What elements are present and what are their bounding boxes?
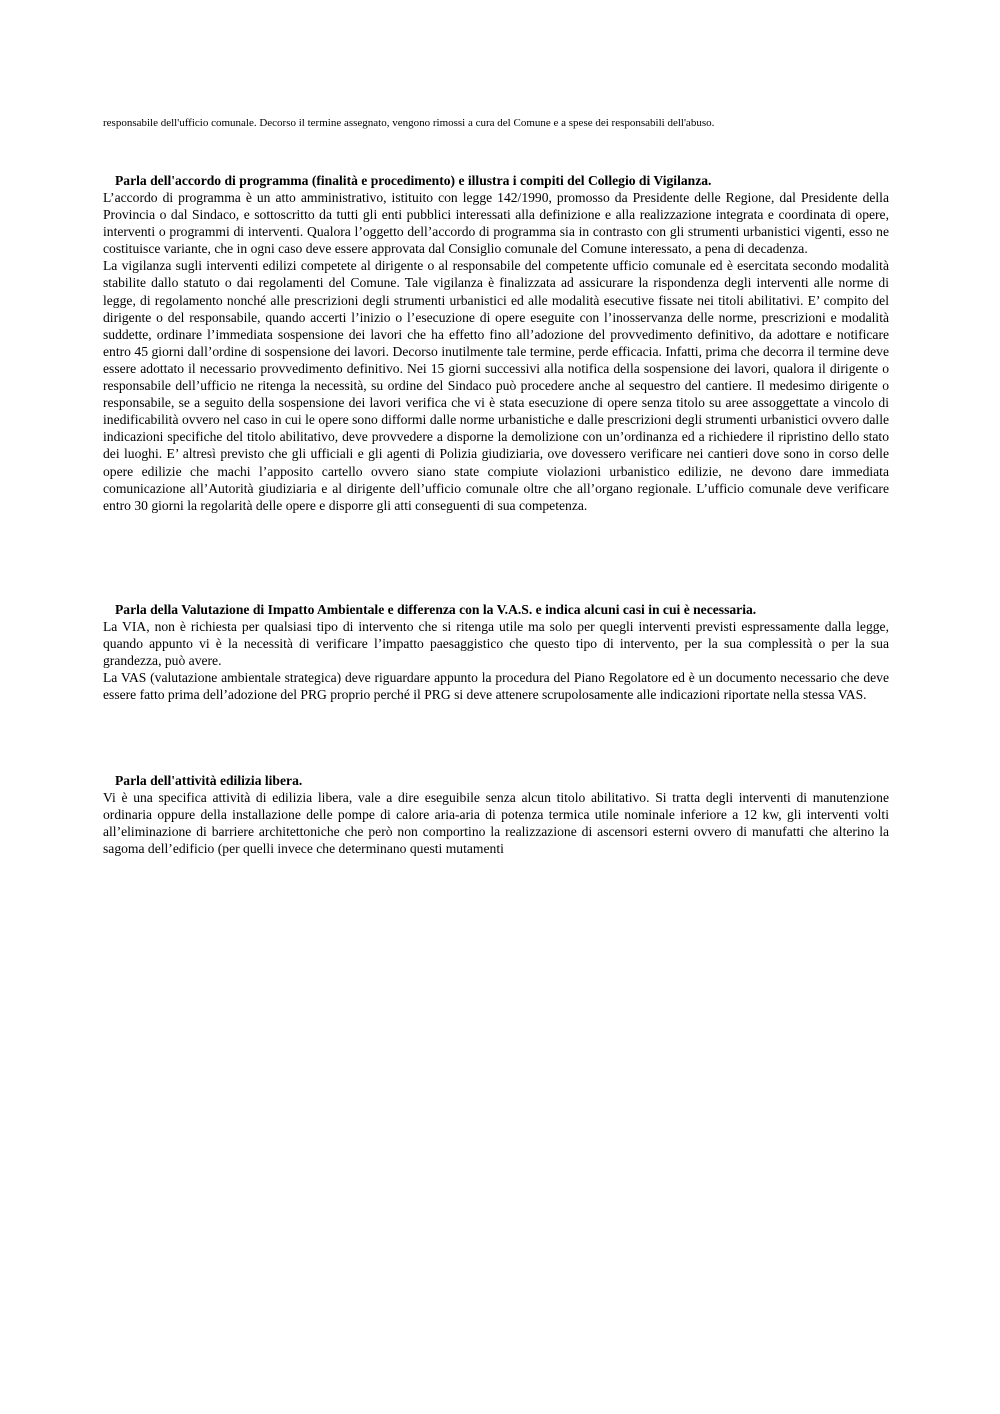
intro-text: responsabile dell'ufficio comunale. Decorso il termine assegnato, vengono rimossi a cura del Comune e a spese dei responsabili dell'abuso. [103,117,715,129]
section-paragraph: Vi è una specifica attività di edilizia libera, vale a dire eseguibile senza alcun titolo abilitativo. Si tratta degli interventi di manutenzione ordinaria oppure della installazione delle pompe di calore aria-aria di potenza termica utile nominale inferiore a 12 kw, gli interventi volti all’eliminazione di barriere architettoniche che però non comportino la realizzazione di ascensori esterni ovvero di manufatti che alterino la sagoma dell’edificio (per quelli invece che determinano questi mutamenti [103,790,889,857]
section-via-vas [103,601,889,703]
section-edilizia-libera [103,772,889,857]
section-heading: Parla dell'attività edilizia libera. [115,773,303,788]
section-heading: Parla della Valutazione di Impatto Ambientale e differenza con la V.A.S. e indica alcuni casi in cui è necessaria. [115,602,757,617]
section-paragraph: La vigilanza sugli interventi edilizi competete al dirigente o al responsabile del competente ufficio comunale ed è esercitata secondo modalità stabilite dallo statuto o dai regolamenti del Comune. Tale vigilanza è finalizzata ad assicurare la rispondenza degli interventi alle norme di legge, di regolamento nonché alle prescrizioni degli strumenti urbanistici ed alle modalità esecutive fissate nei titoli abilitativi. E’ compito del dirigente o del responsabile, quando accerti l’inizio o l’esecuzione di opere eseguite con l’inosservanza delle norme, prescrizioni e modalità suddette, ordinare l’immediata sospensione dei lavori che ha effetto fino all’adozione del provvedimento definitivo, da adottare e notificare entro 45 giorni dall’ordine di sospensione dei lavori. Decorso inutilmente tale termine, perde efficacia. Infatti, prima che decorra il termine deve essere adottato il necessario provvedimento definitivo. Nei 15 giorni successivi alla notifica della sospensione dei lavori, qualora il dirigente o responsabile dell’ufficio ne ritenga la necessità, su ordine del Sindaco può procedere anche al sequestro del cantiere. Il medesimo dirigente o responsabile, se a seguito della sospensione dei lavori verifica che vi è stata esecuzione di opere senza titolo su aree assoggettate a vincolo di inedificabilità ovvero nel caso in cui le opere sono difformi dalle norme urbanistiche e dalle prescrizioni degli strumenti urbanistici ovvero dalle indicazioni specifiche del titolo abilitativo, deve provvedere a disporne la demolizione con un’ordinanza ed a richiedere il ripristino dello stato dei luoghi. E’ altresì previsto che gli ufficiali e gli agenti di Polizia giudiziaria, ove dovessero verificare nei cantieri dove sono in corso delle opere edilizie che machi l’apposito cartello ovvero siano state compiute violazioni urbanistico edilizie, ne devono dare immediata comunicazione all’Autorità giudiziaria e al dirigente dell’ufficio comunale oltre che all’organo regionale. L’ufficio comunale deve verificare entro 30 giorni la regolarità delle opere e disporre gli atti conseguenti di sua competenza. [103,258,889,513]
section-paragraph: La VAS (valutazione ambientale strategica) deve riguardare appunto la procedura del Piano Regolatore ed è un documento necessario che deve essere fatto prima dell’adozione del PRG proprio perché il PRG si deve attenere scrupolosamente alle indicazioni riportate nella stessa VAS. [103,670,889,703]
section-paragraph: La VIA, non è richiesta per qualsiasi tipo di intervento che si ritenga utile ma solo per quegli interventi previsti espressamente dalla legge, quando appunto vi è la necessità di verificare l’impatto paesaggistico che questo tipo di intervento, per la sua complessità o per la sua grandezza, può avere. [103,619,889,669]
section-paragraph: L’accordo di programma è un atto amministrativo, istituito con legge 142/1990, promosso da Presidente delle Regione, dal Presidente della Provincia o dal Sindaco, e sottoscritto da tutti gli enti pubblici interessati alla definizione e alla realizzazione integrata e coordinata di opere, interventi o programmi di interventi. Qualora l’oggetto dell’accordo di programma sia in contrasto con gli strumenti urbanistici vigenti, esso ne costituisce variante, che in ogni caso deve essere approvata dal Consiglio comunale del Comune interessato, a pena di decadenza. [103,190,889,257]
section-accordo-di-programma [103,172,889,514]
section-heading: Parla dell'accordo di programma (finalità e procedimento) e illustra i compiti del Collegio di Vigilanza. [115,173,712,188]
